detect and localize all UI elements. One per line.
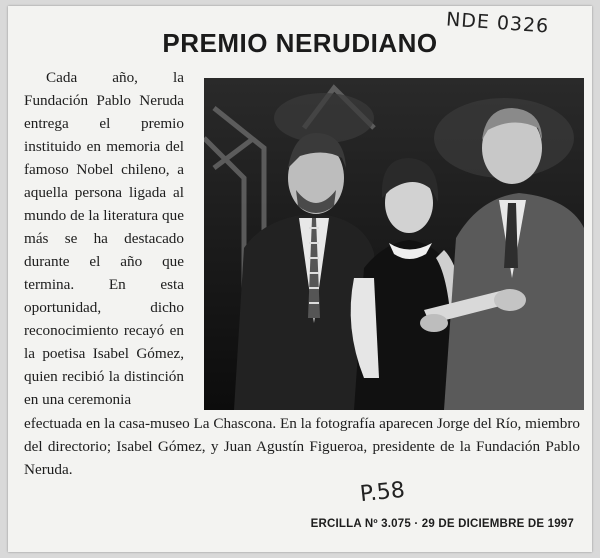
article-photograph [204,78,584,410]
handwritten-archive-code: NDE 0326 [445,8,550,38]
photo-three-people-illustration [204,78,584,410]
publication-source-line: ERCILLA Nº 3.075 · 29 DE DICIEMBRE DE 1997 [310,518,574,530]
article-body-continuation: efectuada en la casa-museo La Chascona. En la fotografía aparecen Jorge del Río, miembro del directorio; Isabel Gómez, y Juan Agustín Figueroa, presidente de la Fundación Pablo Neruda. [24,415,580,478]
article-body-column: Cada año, la Fundación Pablo Neruda entrega el premio instituido en memoria del famoso Nobel chileno, a aquella persona ligada al mundo de la literatura que más se ha destacado durante el año que termina. En esta oportunidad, dicho reconocimiento recayó en la poetisa Isabel Gómez, quien recibió la distinción en una ceremonia [24,69,184,408]
handwritten-page-mark: P.58 [358,477,407,508]
article-headline: PREMIO NERUDIANO [162,28,438,58]
